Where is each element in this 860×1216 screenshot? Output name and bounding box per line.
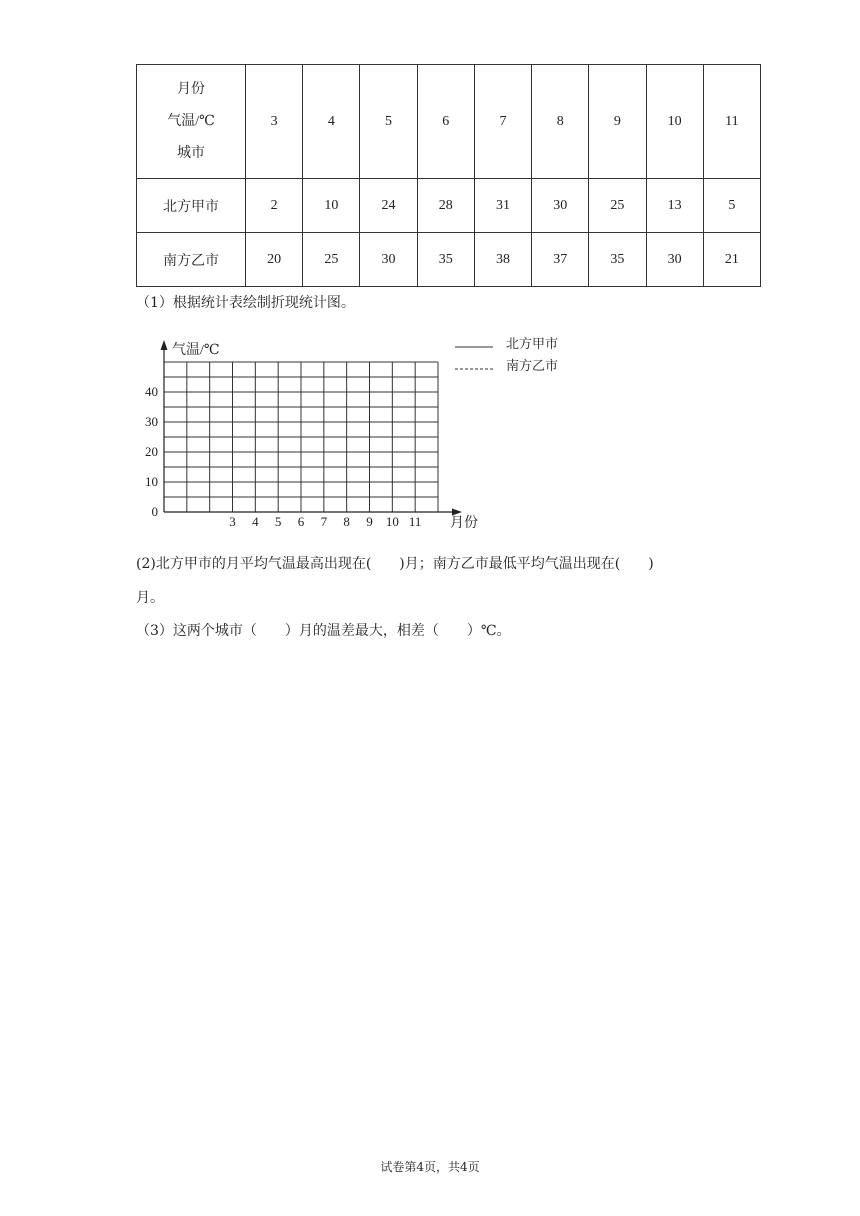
line-chart-grid — [0, 330, 600, 535]
x-tick-label: 9 — [366, 514, 373, 529]
value-cell: 30 — [360, 233, 417, 287]
value-cell: 38 — [474, 233, 531, 287]
question-3-text: （3）这两个城市（ ）月的温差最大，相差（ ）℃。 — [136, 623, 511, 639]
month-header-cell: 9 — [589, 65, 646, 179]
month-header-cell: 8 — [532, 65, 589, 179]
table-row — [137, 179, 761, 233]
x-tick-label: 5 — [274, 514, 282, 529]
corner-cell — [137, 65, 246, 179]
value-cell: 21 — [703, 233, 760, 287]
value-cell: 35 — [417, 233, 474, 287]
y-axis-arrow — [161, 340, 168, 350]
y-tick-label: 20 — [145, 444, 158, 459]
x-tick-label: 4 — [252, 514, 259, 529]
value-cell: 37 — [532, 233, 589, 287]
value-cell: 5 — [703, 179, 760, 233]
y-tick-label: 10 — [145, 474, 158, 489]
value-cell: 30 — [532, 179, 589, 233]
corner-month-label: 月份 — [177, 81, 205, 97]
month-header-cell: 11 — [703, 65, 760, 179]
value-cell: 28 — [417, 179, 474, 233]
temperature-table — [136, 64, 761, 287]
x-tick-label: 6 — [297, 514, 305, 529]
x-tick-label: 7 — [320, 514, 328, 529]
value-cell: 10 — [303, 179, 360, 233]
chart-axes — [145, 340, 478, 531]
value-cell: 31 — [474, 179, 531, 233]
corner-temp-label: 气温/℃ — [167, 113, 215, 129]
month-header-cell: 10 — [646, 65, 703, 179]
table-row — [137, 233, 761, 287]
chart-grid — [164, 362, 438, 512]
value-cell: 25 — [303, 233, 360, 287]
city-cell: 北方甲市 — [137, 179, 246, 233]
chart-legend — [455, 336, 558, 373]
y-axis-title: 气温/℃ — [172, 343, 220, 358]
month-header-cell: 6 — [417, 65, 474, 179]
value-cell: 25 — [589, 179, 646, 233]
x-tick-label: 11 — [408, 514, 422, 529]
legend-label: 北方甲市 — [506, 336, 559, 351]
corner-city-label: 城市 — [177, 145, 205, 161]
page-footer: 试卷第4页，共4页 — [380, 1160, 480, 1174]
y-tick-label: 30 — [145, 414, 158, 429]
value-cell: 24 — [360, 179, 417, 233]
y-tick-label: 40 — [145, 384, 158, 399]
month-header-cell: 5 — [360, 65, 417, 179]
value-cell: 2 — [246, 179, 303, 233]
question-2-text: (2)北方甲市的月平均气温最高出现在( )月；南方乙市最低平均气温出现在( ) — [136, 556, 654, 572]
x-tick-label: 10 — [385, 514, 399, 529]
value-cell: 13 — [646, 179, 703, 233]
x-tick-label: 3 — [229, 514, 236, 529]
month-header-cell: 4 — [303, 65, 360, 179]
month-header-cell: 7 — [474, 65, 531, 179]
month-header-cell: 3 — [246, 65, 303, 179]
question-2-text-continued: 月。 — [136, 590, 164, 606]
table-header-row — [137, 65, 761, 179]
x-tick-label: 8 — [343, 514, 350, 529]
value-cell: 20 — [246, 233, 303, 287]
y-tick-label: 0 — [151, 504, 158, 519]
question-1-text: （1）根据统计表绘制折现统计图。 — [136, 295, 355, 311]
city-cell: 南方乙市 — [137, 233, 246, 287]
value-cell: 30 — [646, 233, 703, 287]
x-axis-arrow — [452, 509, 462, 516]
value-cell: 35 — [589, 233, 646, 287]
legend-label: 南方乙市 — [506, 358, 559, 373]
x-axis-title: 月份 — [450, 516, 478, 531]
